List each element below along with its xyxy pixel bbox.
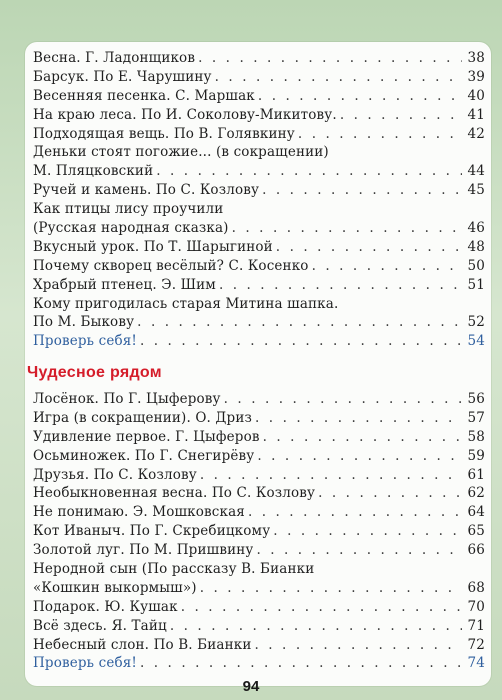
entry-page-number: 39 (467, 68, 485, 85)
dot-leader (140, 332, 462, 351)
entry-page-number: 58 (467, 428, 485, 445)
contents-entry (33, 636, 485, 655)
entry-page-number: 57 (467, 409, 485, 426)
dot-leader (262, 181, 462, 200)
dot-leader (224, 390, 462, 409)
entry-title: Неродной сын (По рассказу В. Бианки (33, 561, 315, 578)
entry-page-number: 59 (467, 447, 485, 464)
entry-title: Необыкновенная весна. По С. Козлову (33, 485, 316, 502)
entry-title: Удивление первое. Г. Цыферов (33, 428, 260, 445)
contents-entry (33, 579, 485, 598)
entry-page-number: 46 (467, 220, 485, 237)
dot-leader (198, 49, 462, 68)
entry-title: Проверь себя! (33, 333, 137, 350)
dot-leader (248, 503, 462, 522)
entry-page-number: 56 (467, 391, 485, 407)
entry-title: Золотой луг. По М. Пришвину (33, 542, 254, 559)
dot-leader (200, 579, 462, 598)
contents-entry (33, 200, 485, 219)
entry-title: Ручей и камень. По С. Козлову (33, 182, 260, 199)
dot-leader (318, 484, 462, 503)
entry-title: Подарок. Ю. Кушак (33, 598, 178, 615)
entry-page-number: 52 (467, 314, 485, 331)
dot-leader (215, 68, 462, 87)
self-check-link[interactable] (33, 654, 485, 673)
entry-page-number: 72 (467, 636, 485, 653)
entry-title: М. Пляцковский (33, 163, 154, 180)
contents-entry (33, 257, 485, 276)
dot-leader (170, 617, 462, 636)
contents-entry (33, 522, 485, 541)
entry-title: Небесный слон. По В. Бианки (33, 636, 252, 653)
contents-entry (33, 617, 485, 636)
entry-title: Осьминожек. По Г. Снегирёву (33, 447, 255, 464)
dot-leader (340, 106, 462, 125)
dot-leader (140, 654, 462, 673)
entry-page-number: 51 (467, 276, 485, 293)
entry-title: Вкусный урок. По Т. Шарыгиной (33, 238, 273, 255)
entry-title: Деньки стоят погожие... (в сокращении) (33, 144, 329, 161)
contents-entry (33, 49, 485, 68)
entry-title: Весенняя песенка. С. Маршак (33, 87, 255, 104)
contents-entry (33, 390, 485, 409)
entry-title: Друзья. По С. Козлову (33, 466, 197, 483)
contents-entry (33, 313, 485, 332)
contents-entry (33, 181, 485, 200)
entry-page-number: 45 (467, 182, 485, 199)
dot-leader (273, 522, 462, 541)
contents-entry (33, 87, 485, 106)
self-check-link[interactable] (33, 332, 485, 351)
entry-page-number: 61 (467, 466, 485, 483)
entry-page-number: 71 (467, 617, 485, 634)
contents-entry (33, 106, 485, 125)
dot-leader (256, 541, 462, 560)
entry-title: Кот Иваныч. По Г. Скребицкому (33, 523, 271, 540)
entry-page-number: 68 (467, 579, 485, 596)
dot-leader (232, 219, 462, 238)
entry-title: Весна. Г. Ладонщиков (33, 50, 196, 66)
contents-entry (33, 162, 485, 181)
entry-title: Почему скворец весёлый? С. Косенко (33, 257, 309, 274)
entry-page-number: 40 (467, 87, 485, 104)
dot-leader (181, 598, 462, 617)
contents-section-1 (33, 49, 485, 351)
dot-leader (257, 447, 462, 466)
contents-entry (33, 409, 485, 428)
section-heading: Чудесное рядом (27, 364, 162, 381)
dot-leader (254, 636, 462, 655)
dot-leader (263, 428, 462, 447)
contents-entry (33, 143, 485, 162)
contents-entry (33, 598, 485, 617)
dot-leader (258, 87, 462, 106)
contents-entry (33, 560, 485, 579)
entry-page-number: 62 (467, 485, 485, 502)
entry-title: Всё здесь. Я. Тайц (33, 617, 167, 634)
entry-page-number: 44 (467, 163, 485, 180)
dot-leader (200, 466, 462, 485)
entry-page-number: 42 (467, 125, 485, 142)
page-number: 94 (242, 678, 260, 695)
entry-page-number: 65 (467, 523, 485, 540)
entry-page-number: 70 (467, 598, 485, 615)
contents-entry (33, 68, 485, 87)
dot-leader (219, 276, 462, 295)
entry-title: Кому пригодилась старая Митина шапка. (33, 295, 339, 312)
contents-entry (33, 295, 485, 314)
entry-title: Подходящая вещь. По В. Голявкину (33, 125, 295, 142)
entry-page-number: 64 (467, 504, 485, 521)
entry-page-number: 66 (467, 542, 485, 559)
entry-page-number: 54 (467, 333, 485, 350)
dot-leader (137, 313, 462, 332)
entry-title: Храбрый птенец. Э. Шим (33, 276, 216, 293)
dot-leader (298, 125, 462, 144)
dot-leader (255, 409, 462, 428)
contents-entry (33, 428, 485, 447)
contents-entry (33, 125, 485, 144)
dot-leader (156, 162, 462, 181)
entry-title: Не понимаю. Э. Мошковская (33, 504, 245, 521)
contents-entry (33, 238, 485, 257)
dot-leader (276, 238, 462, 257)
contents-section-2 (33, 390, 485, 673)
contents-entry (33, 276, 485, 295)
dot-leader (312, 257, 462, 276)
entry-title: Лосёнок. По Г. Цыферову (33, 391, 221, 407)
entry-title: Как птицы лису проучили (33, 201, 224, 218)
entry-page-number: 48 (467, 238, 485, 255)
entry-title: Игра (в сокращении). О. Дриз (33, 409, 253, 426)
entry-page-number: 41 (467, 106, 485, 123)
contents-entry (33, 447, 485, 466)
contents-entry (33, 484, 485, 503)
contents-entry (33, 541, 485, 560)
entry-page-number: 50 (467, 257, 485, 274)
contents-entry (33, 466, 485, 485)
entry-title: По М. Быкову (33, 314, 135, 331)
entry-title: «Кошкин выкормыш») (33, 579, 197, 596)
entry-title: Барсук. По Е. Чарушину (33, 68, 212, 85)
entry-title: Проверь себя! (33, 655, 137, 672)
contents-entry (33, 219, 485, 238)
entry-title: На краю леса. По И. Соколову-Микитову. (33, 106, 337, 123)
entry-page-number: 74 (467, 655, 485, 672)
contents-entry (33, 503, 485, 522)
entry-title: (Русская народная сказка) (33, 220, 229, 237)
entry-page-number: 38 (467, 50, 485, 66)
